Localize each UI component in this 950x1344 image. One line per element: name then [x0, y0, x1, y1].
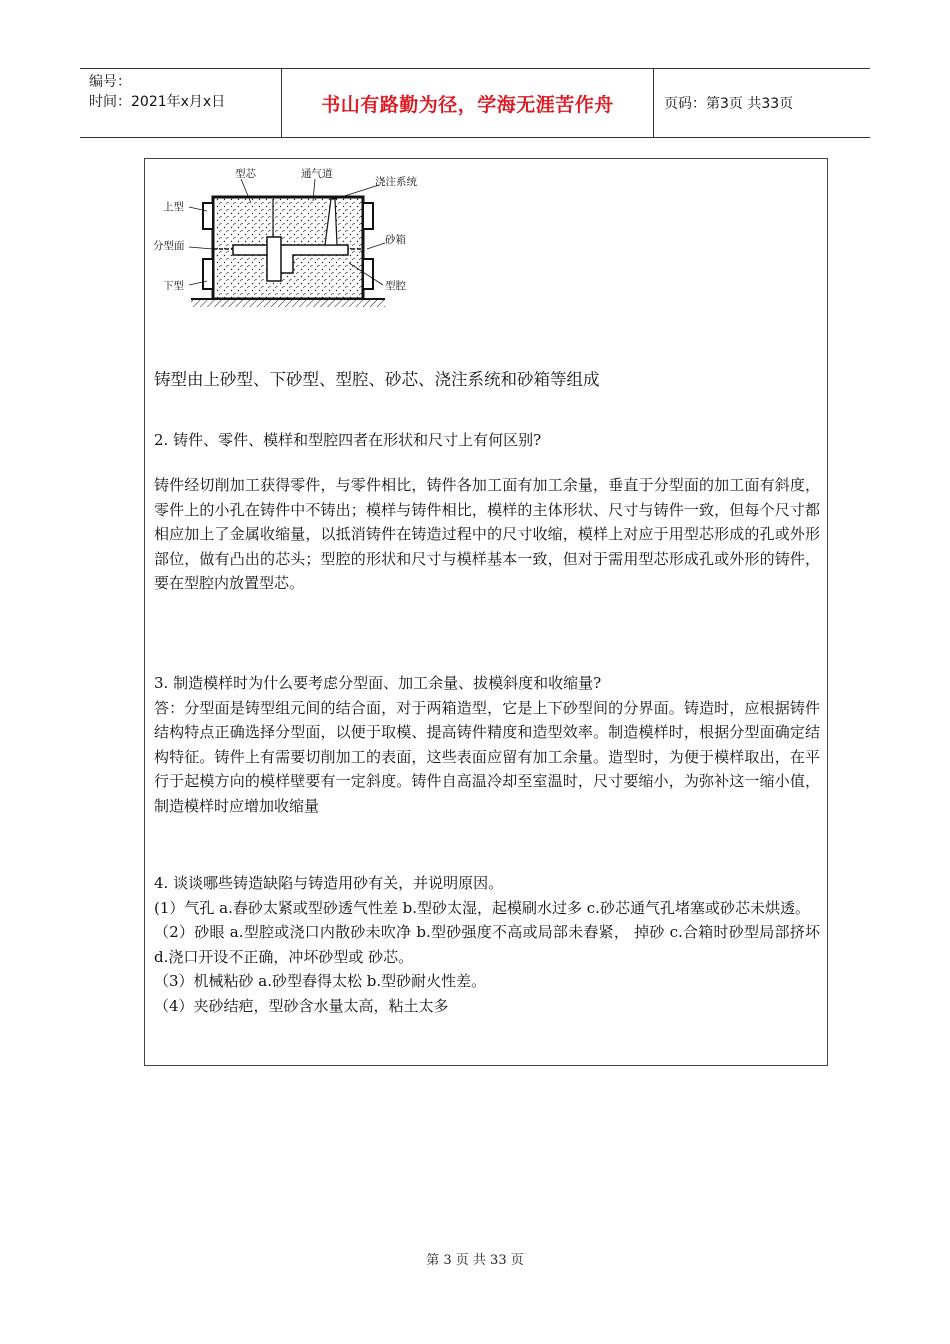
question-4: 4. 谈谈哪些铸造缺陷与铸造用砂有关，并说明原因。 — [154, 874, 504, 892]
question-3-block — [154, 671, 820, 818]
ground-hatch — [191, 300, 385, 307]
page-header — [80, 68, 870, 138]
document-time-label: 时间：2021年x月x日 — [89, 94, 226, 110]
label-upper-mold: 上型 — [163, 201, 184, 213]
question-3: 3. 制造模样时为什么要考虑分型面、加工余量、拔模斜度和收缩量? — [154, 674, 602, 692]
label-flask: 砂箱 — [385, 234, 406, 246]
core-shape — [267, 237, 281, 281]
label-core: 型芯 — [235, 168, 256, 180]
content-box — [144, 158, 828, 1066]
label-parting-surface: 分型面 — [153, 240, 185, 252]
page-footer: 第 3 页 共 33 页 — [426, 1253, 524, 1268]
question-2: 2. 铸件、零件、模样和型腔四者在形状和尺寸上有何区别? — [154, 431, 542, 449]
answer-2: 铸件经切削加工获得零件，与零件相比，铸件各加工面有加工余量，垂直于分型面的加工面有斜度，零件上的小孔在铸件中不铸出；模样与铸件相比，模样的主体形状、尺寸与铸件一致，但每个尺寸都相应加上了金属收缩量，以抵消铸件在铸造过程中的尺寸收缩，模样上对应于用型芯形成的孔或外形部位，做有凸出的芯头；型腔的形状和尺寸与模样基本一致，但对于需用型芯形成孔或外形的铸件，要在型腔内放置型芯。 — [154, 476, 820, 592]
label-mold-cavity: 型腔 — [385, 280, 406, 292]
header-page-label: 页码：第3页 共33页 — [664, 96, 794, 112]
header-meta — [80, 69, 281, 137]
label-lower-mold: 下型 — [163, 280, 184, 292]
mold-composition-summary: 铸型由上砂型、下砂型、型腔、砂芯、浇注系统和砂箱等组成 — [154, 370, 600, 389]
casting-mold-diagram — [153, 163, 425, 313]
answer-3: 答：分型面是铸型组元间的结合面，对于两箱造型，它是上下砂型间的分界面。铸造时，应根据铸件结构特点正确选择分型面，以便于取模、提高铸件精度和造型效率。制造模样时，根据分型面确定结构特征。铸件上有需要切削加工的表面，这些表面应留有加工余量。造型时，为便于模样取出，在平行于起模方向的模样壁要有一定斜度。铸件自高温冷却至室温时，尺寸要缩小，为弥补这一缩小值，制造模样时应增加收缩量 — [154, 698, 820, 815]
defect-item: (1）气孔 a.舂砂太紧或型砂透气性差 b.型砂太湿，起模刷水过多 c.砂芯通气孔堵塞或砂芯未烘透。 — [154, 898, 810, 917]
question-4-block — [154, 871, 820, 1018]
defect-item: （4）夹砂结疤，型砂含水量太高，粘土太多 — [154, 996, 449, 1015]
defect-item: （3）机械粘砂 a.砂型舂得太松 b.型砂耐火性差。 — [154, 972, 487, 990]
label-vent: 通气道 — [301, 168, 333, 180]
defect-item: （2）砂眼 a.型腔或浇口内散砂未吹净 b.型砂强度不高或局部未舂紧， 掉砂 c.合箱时砂型局部挤坏 d.浇口开设不正确，冲坏砂型或 砂芯。 — [154, 923, 820, 966]
document-number-label: 编号： — [89, 74, 131, 90]
header-motto: 书山有路勤为径，学海无涯苦作舟 — [281, 69, 654, 137]
label-gating-system: 浇注系统 — [375, 176, 417, 188]
